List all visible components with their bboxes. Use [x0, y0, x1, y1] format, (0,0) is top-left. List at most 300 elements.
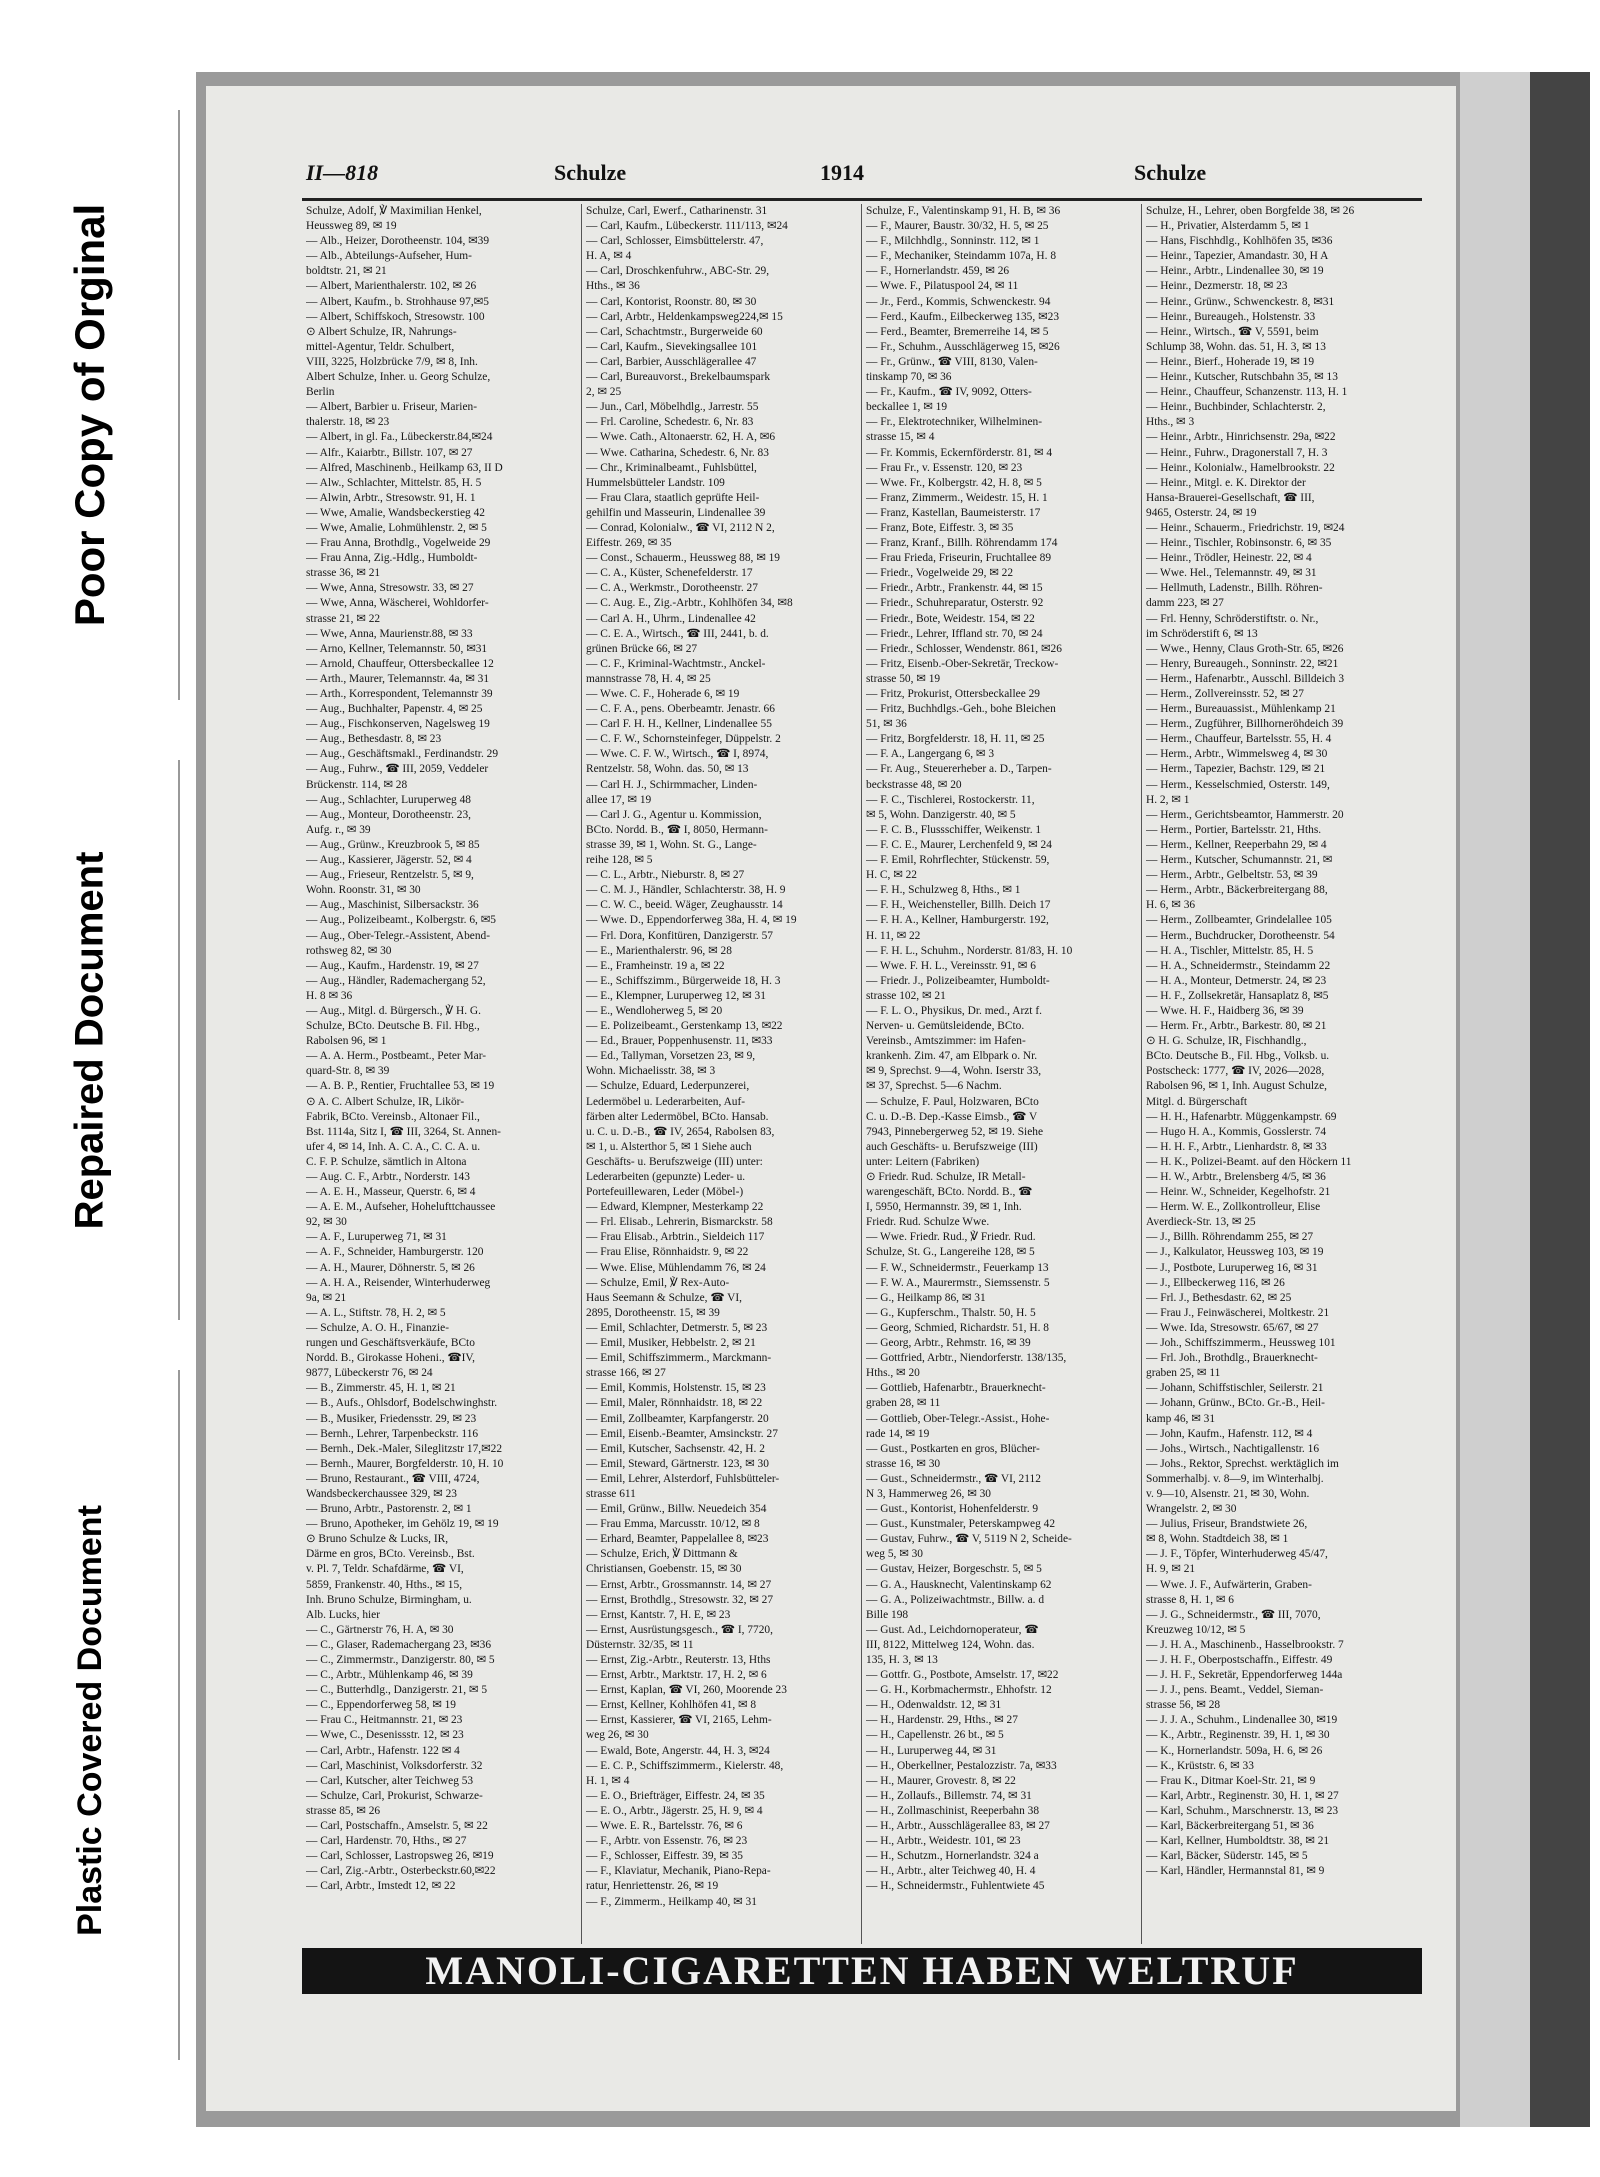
directory-entry: — Heinr., Wirtsch., ☎ V, 5591, beim [1146, 325, 1319, 338]
directory-entry: — Aug., Monteur, Dorotheenstr. 23, [306, 808, 472, 821]
directory-entry: — Carl, Schachtmstr., Burgerweide 60 [586, 325, 763, 338]
directory-entry: — Conrad, Kolonialw., ☎ VI, 2112 N 2, [586, 521, 775, 534]
directory-entry: — Ernst, Arbtr., Grossmannstr. 14, ✉ 27 [586, 1578, 772, 1591]
directory-entry: — Herm., Tapezier, Bachstr. 129, ✉ 21 [1146, 763, 1326, 776]
directory-entry: — Frau K., Ditmar Koel-Str. 21, ✉ 9 [1146, 1774, 1316, 1787]
directory-entry: warengeschäft, BCto. Nordd. B., ☎ [866, 1186, 1033, 1199]
directory-entry: — F., Mechaniker, Steindamm 107a, H. 8 [866, 250, 1057, 263]
directory-entry: — Carl, Arbtr., Heldenkampsweg224,✉ 15 [586, 310, 783, 323]
directory-entry: — Herm., Kutscher, Schumannstr. 21, ✉ [1146, 854, 1333, 867]
directory-entry: — Heinr., Chauffeur, Schanzenstr. 113, H. 1 [1146, 386, 1348, 399]
directory-entry: — H. W., Arbtr., Brelensberg 4/5, ✉ 36 [1146, 1171, 1326, 1183]
directory-entry: — Friedr., Arbtr., Frankenstr. 44, ✉ 15 [866, 582, 1043, 595]
directory-entry: strasse 15, ✉ 4 [866, 431, 935, 444]
directory-entry: — H. A., Schneidermstr., Steindamm 22 [1146, 959, 1331, 972]
directory-entry: ⊙ Albert Schulze, IR, Nahrungs- [306, 325, 457, 338]
directory-entry: — Fr., Elektrotechniker, Wilhelminen- [866, 416, 1043, 429]
directory-entry: H. 11, ✉ 22 [866, 929, 921, 942]
directory-entry: 2, ✉ 25 [586, 386, 622, 399]
directory-entry: — F. L. O., Physikus, Dr. med., Arzt f. [866, 1004, 1042, 1017]
directory-entry: im Schröderstift 6, ✉ 13 [1146, 627, 1258, 640]
directory-entry: — Wwe. Fr., Kolbergstr. 42, H. 8, ✉ 5 [866, 476, 1042, 489]
directory-entry: — Heinr., Bureaugeh., Holstenstr. 33 [1146, 310, 1316, 323]
directory-entry: — Fritz, Eisenb.-Ober-Sekretär, Treckow- [866, 657, 1059, 670]
directory-entry: — Carl, Arbtr., Hafenstr. 122 ✉ 4 [306, 1744, 460, 1757]
directory-entry: — Frau Clara, staatlich geprüfte Heil- [586, 491, 760, 504]
directory-entry: — Heinr. W., Schneider, Kegelhofstr. 21 [1146, 1186, 1331, 1199]
directory-entry: — Karl, Händler, Hermannstal 81, ✉ 9 [1146, 1865, 1325, 1878]
directory-entry: Hths., ✉ 36 [586, 280, 640, 293]
directory-entry: — E., Klempner, Luruperweg 12, ✉ 31 [586, 989, 766, 1002]
directory-entry: färben alter Ledermöbel, BCto. Hansab. [586, 1110, 769, 1123]
directory-entry: — Herm., Zugführer, Billhorneröhdeich 39 [1146, 718, 1344, 731]
directory-entry: C. F. P. Schulze, sämtlich in Altona [306, 1155, 467, 1168]
directory-entry: — Carl, Bureauvorst., Brekelbaumspark [586, 371, 771, 384]
directory-entry: — Herm., Arbtr., Gelbeltstr. 53, ✉ 39 [1146, 869, 1318, 882]
directory-entry: — C., Zimmermstr., Danzigerstr. 80, ✉ 5 [306, 1654, 495, 1666]
directory-entry: strasse 16, ✉ 30 [866, 1457, 941, 1470]
directory-entry: — Alb., Heizer, Dorotheenstr. 104, ✉39 [306, 235, 490, 248]
directory-entry: H. C, ✉ 22 [866, 869, 917, 882]
directory-entry: Albert Schulze, Inher. u. Georg Schulze, [306, 371, 491, 384]
directory-entry: — C. A., Küster, Schenefelderstr. 17 [586, 567, 753, 580]
directory-entry: — Herm., Gerichtsbeamtor, Hammerstr. 20 [1146, 808, 1344, 821]
directory-entry: — Karl, Bäcker, Süderstr. 145, ✉ 5 [1146, 1850, 1308, 1863]
directory-entry: — A. L., Stiftstr. 78, H. 2, ✉ 5 [306, 1306, 446, 1319]
directory-entry: Postscheck: 1777, ☎ IV, 2026—2028, [1146, 1065, 1325, 1078]
directory-entry: Hummelsbütteler Landstr. 109 [586, 476, 725, 489]
directory-entry: Lederarbeiten (gepunzte) Leder- u. [586, 1171, 746, 1183]
directory-entry: strasse 21, ✉ 22 [306, 612, 381, 625]
directory-entry: — Emil, Schiffszimmerm., Marckmann- [586, 1352, 772, 1365]
directory-entry: Friedr. Rud. Schulze Wwe. [866, 1216, 990, 1229]
directory-entry: — A. H., Maurer, Döhnerstr. 5, ✉ 26 [306, 1261, 475, 1274]
directory-entry: — Johs., Rektor, Sprechst. werktäglich im [1146, 1457, 1339, 1470]
directory-entry: — Aug., Buchhalter, Papenstr. 4, ✉ 25 [306, 703, 483, 716]
directory-entry: grünen Brücke 66, ✉ 27 [586, 642, 698, 655]
directory-entry: ✉ 1, u. Alsterthor 5, ✉ 1 Siehe auch [586, 1140, 752, 1153]
directory-entry: — Friedr., Vogelweide 29, ✉ 22 [866, 567, 1014, 580]
directory-entry: — Herm., Arbtr., Bäckerbreitergang 88, [1146, 884, 1328, 897]
directory-entry: Schulze, H., Lehrer, oben Borgfelde 38, ✉ 26 [1146, 205, 1355, 217]
directory-entry: — Aug., Mitgl. d. Bürgersch., ℣ H. G. [306, 1004, 481, 1017]
directory-entry: — Aug., Ober-Telegr.-Assistent, Abend- [306, 929, 491, 942]
directory-entry: — A. B. P., Rentier, Fruchtallee 53, ✉ 19 [306, 1080, 495, 1093]
directory-entry: ufer 4, ✉ 14, Inh. A. C. A., C. C. A. u. [306, 1140, 481, 1153]
header-year: 1914 [820, 160, 864, 185]
directory-entry: strasse 50, ✉ 19 [866, 672, 941, 685]
directory-entry: — F., Hornerlandstr. 459, ✉ 26 [866, 265, 1010, 278]
directory-entry: — Carl H. J., Schirmmacher, Linden- [586, 778, 758, 791]
directory-entry: — A. F., Luruperweg 71, ✉ 31 [306, 1231, 447, 1244]
directory-entry: — G. A., Polizeiwachtmstr., Billw. a. d [866, 1593, 1045, 1606]
bracket-poor-copy [170, 110, 180, 700]
directory-entry: — Aug. C. F., Arbtr., Norderstr. 143 [306, 1171, 470, 1183]
header-rule [302, 198, 1422, 201]
directory-entry: Berlin [306, 386, 335, 399]
directory-entry: boldtstr. 21, ✉ 21 [306, 265, 387, 278]
directory-entry: H. 6, ✉ 36 [1146, 899, 1196, 912]
directory-entry: Inh. Bruno Schulze, Birmingham, u. [306, 1593, 472, 1606]
directory-entry: — Aug., Kaufm., Hardenstr. 19, ✉ 27 [306, 959, 479, 972]
directory-entry: — H. H., Hafenarbtr. Müggenkampstr. 69 [1146, 1110, 1337, 1123]
directory-entry: 9a, ✉ 21 [306, 1291, 347, 1304]
directory-entry: — Wwe. F. H. L., Vereinsstr. 91, ✉ 6 [866, 959, 1036, 972]
directory-entry: — F. H. L., Schuhm., Norderstr. 81/83, H. 10 [866, 944, 1073, 957]
directory-entry: III, 8122, Mittelweg 124, Wohn. das. [866, 1638, 1035, 1651]
directory-entry: Geschäfts- u. Berufszweige (III) unter: [586, 1155, 763, 1168]
directory-entry: — E., Wendloherweg 5, ✉ 20 [586, 1004, 723, 1017]
directory-entry: — C. F. A., pens. Oberbeamtr. Jenastr. 66 [586, 703, 775, 716]
directory-entry: strasse 36, ✉ 21 [306, 567, 381, 580]
directory-entry: — E. C. P., Schiffszimmerm., Kielerstr. 48, [586, 1759, 784, 1772]
directory-entry: graben 25, ✉ 11 [1146, 1367, 1221, 1380]
directory-entry: kamp 46, ✉ 31 [1146, 1412, 1216, 1425]
directory-entry: ⊙ H. G. Schulze, IR, Fischhandlg., [1146, 1035, 1307, 1048]
directory-entry: — C. A., Werkmstr., Dorotheenstr. 27 [586, 582, 758, 595]
directory-entry: — Arnold, Chauffeur, Ottersbeckallee 12 [306, 657, 494, 670]
directory-entry: — C. M. J., Händler, Schlachterstr. 38, H. 9 [586, 884, 786, 897]
directory-entry: — Frau Frieda, Friseurin, Fruchtallee 89 [866, 552, 1052, 565]
directory-entry: — J., Kalkulator, Heussweg 103, ✉ 19 [1146, 1246, 1324, 1259]
directory-entry: — Bernh., Maurer, Borgfelderstr. 10, H. 10 [306, 1457, 504, 1470]
directory-entry: — F. H. A., Kellner, Hamburgerstr. 192, [866, 914, 1049, 927]
directory-entry: — Johann, Schiffstischler, Seilerstr. 21 [1146, 1382, 1324, 1395]
directory-entry: — Aug., Schlachter, Luruperweg 48 [306, 793, 471, 806]
header-name-left: Schulze [554, 160, 627, 185]
directory-entry: Ledermöbel u. Lederarbeiten, Auf- [586, 1095, 746, 1108]
directory-entry: gehilfin und Masseurin, Lindenallee 39 [586, 506, 766, 519]
directory-entry: — Frau Elise, Rönnhaidstr. 9, ✉ 22 [586, 1246, 749, 1259]
directory-entry: — Const., Schauerm., Heussweg 88, ✉ 19 [586, 552, 780, 565]
directory-entry: v. Pl. 7, Teldr. Schafdärme, ☎ VI, [306, 1563, 464, 1576]
directory-entry: C. u. D.-B. Dep.-Kasse Eimsb., ☎ V [866, 1110, 1038, 1123]
directory-entry: — Wwe. J. F., Aufwärterin, Graben- [1146, 1578, 1312, 1591]
label-repaired-document [0, 760, 180, 1320]
directory-entry: — Gottfried, Arbtr., Niendorferstr. 138/135, [866, 1352, 1067, 1365]
directory-entry: — Wwe. Friedr. Rud., ℣ Friedr. Rud. [866, 1231, 1036, 1244]
directory-entry: — F. A., Langergang 6, ✉ 3 [866, 748, 995, 761]
directory-entry: — H., Hardenstr. 29, Hths., ✉ 27 [866, 1714, 1018, 1727]
directory-entry: — Wwe, Anna, Wäscherei, Wohldorfer- [306, 597, 489, 610]
directory-entry: — G. A., Hausknecht, Valentinskamp 62 [866, 1578, 1052, 1591]
directory-entry: — Frau J., Feinwäscherei, Moltkestr. 21 [1146, 1306, 1330, 1319]
directory-entry: — H., Zollaufs., Billemstr. 74, ✉ 31 [866, 1789, 1032, 1802]
directory-entry: — Gottlieb, Hafenarbtr., Brauerknecht- [866, 1382, 1046, 1395]
directory-entry: — Henry, Bureaugeh., Sonninstr. 22, ✉21 [1146, 657, 1339, 670]
directory-entry: — C. Aug. E., Zig.-Arbtr., Kohlhöfen 34, ✉8 [586, 597, 793, 610]
directory-entry: — Frau Emma, Marcusstr. 10/12, ✉ 8 [586, 1518, 760, 1531]
directory-entry: Rabolsen 96, ✉ 1, Inh. August Schulze, [1146, 1080, 1328, 1093]
directory-entry: graben 28, ✉ 11 [866, 1397, 941, 1410]
directory-entry: — Schulze, Emil, ℣ Rex-Auto- [586, 1276, 730, 1289]
directory-entry: — A. F., Schneider, Hamburgerstr. 120 [306, 1246, 484, 1259]
directory-entry: — Joh., Schiffszimmerm., Heussweg 101 [1146, 1337, 1336, 1350]
directory-entry: — Friedr., Bote, Weidestr. 154, ✉ 22 [866, 612, 1035, 625]
directory-entry: beckallee 1, ✉ 19 [866, 401, 948, 414]
directory-entry: — Emil, Eisenb.-Beamter, Amsinckstr. 27 [586, 1427, 778, 1440]
directory-entry: — Wwe. Cath., Altonaerstr. 62, H. A, ✉6 [586, 431, 776, 444]
directory-entry: — E. O., Briefträger, Eiffestr. 24, ✉ 35 [586, 1789, 765, 1802]
directory-entry: — Wwe. Catharina, Schedestr. 6, Nr. 83 [586, 446, 769, 459]
directory-entry: rungen und Geschäftsverkäufe, BCto [306, 1337, 475, 1350]
directory-entry: — H., Oberkellner, Pestalozzistr. 7a, ✉33 [866, 1759, 1057, 1772]
directory-entry: — H., Luruperweg 44, ✉ 31 [866, 1744, 997, 1757]
directory-entry: — Alw., Schlachter, Mittelstr. 85, H. 5 [306, 476, 482, 489]
directory-entry: — Frl. Henny, Schröderstiftstr. o. Nr., [1146, 612, 1319, 625]
directory-entry: — Heinr., Schauerm., Friedrichstr. 19, ✉24 [1146, 521, 1345, 534]
directory-entry: v. 9—10, Alsenstr. 21, ✉ 30, Wohn. [1146, 1487, 1310, 1500]
column-4 [1142, 204, 1422, 1944]
directory-entry: — B., Zimmerstr. 45, H. 1, ✉ 21 [306, 1382, 456, 1395]
directory-entry: strasse 85, ✉ 26 [306, 1804, 381, 1817]
directory-entry: — Wwe, Anna, Maurienstr.88, ✉ 33 [306, 627, 473, 640]
directory-entry: strasse 166, ✉ 27 [586, 1367, 666, 1380]
directory-entry: — F., Milchhdlg., Sonninstr. 112, ✉ 1 [866, 235, 1040, 248]
label-plastic-covered-text: Plastic Covered Document [70, 1504, 109, 1936]
directory-entry: — Fr., Schuhm., Ausschlägerweg 15, ✉26 [866, 340, 1060, 353]
directory-entry: — G., Heilkamp 86, ✉ 31 [866, 1291, 986, 1304]
directory-entry: — Ed., Brauer, Poppenhusenstr. 11, ✉33 [586, 1035, 773, 1048]
directory-entry: — Herm., Hafenarbtr., Ausschl. Billdeich 3 [1146, 672, 1345, 685]
directory-entry: — Aug., Maschinist, Silbersackstr. 36 [306, 899, 479, 912]
directory-entry: — J. F., Töpfer, Winterhuderweg 45/47, [1146, 1548, 1328, 1561]
directory-entry: — Georg, Arbtr., Rehmstr. 16, ✉ 39 [866, 1337, 1031, 1350]
directory-entry: — Aug., Grünw., Kreuzbrook 5, ✉ 85 [306, 838, 480, 851]
directory-entry: — Georg, Schmied, Richardstr. 51, H. 8 [866, 1321, 1049, 1334]
directory-entry: — Carl F. H. H., Kellner, Lindenallee 55 [586, 718, 772, 731]
directory-entry: — F. C. E., Maurer, Lerchenfeld 9, ✉ 24 [866, 838, 1052, 851]
directory-entry: — Gustav, Heizer, Borgeschstr. 5, ✉ 5 [866, 1563, 1042, 1576]
directory-entry: I, 5950, Hermannstr. 39, ✉ 1, Inh. [866, 1201, 1022, 1214]
directory-entry: — Frau Anna, Brothdlg., Vogelweide 29 [306, 537, 491, 550]
directory-entry: mittel-Agentur, Teldr. Schulbert, [306, 340, 455, 353]
directory-entry: — Herm., Buchdrucker, Dorotheenstr. 54 [1146, 929, 1335, 942]
directory-entry: — A. H. A., Reisender, Winterhuderweg [306, 1276, 491, 1289]
directory-entry: Christiansen, Goebenstr. 15, ✉ 30 [586, 1563, 742, 1576]
directory-entry: Vereinsb., Amtszimmer: im Hafen- [866, 1035, 1026, 1048]
page-number: II—818 [306, 160, 379, 185]
directory-entry: — F. H., Weichensteller, Billh. Deich 17 [866, 899, 1051, 912]
directory-entry: Portefeuillewaren, Leder (Möbel-) [586, 1186, 744, 1199]
directory-entry: — F. C. B., Flussschiffer, Weikenstr. 1 [866, 823, 1042, 836]
directory-entry: — Aug., Bethesdastr. 8, ✉ 23 [306, 733, 442, 746]
directory-entry: — H., Arbtr., alter Teichweg 40, H. 4 [866, 1865, 1036, 1878]
directory-entry: ⊙ Friedr. Rud. Schulze, IR Metall- [866, 1171, 1026, 1183]
directory-entry: — F., Arbtr. von Essenstr. 76, ✉ 23 [586, 1835, 748, 1848]
directory-entry: 51, ✉ 36 [866, 718, 907, 731]
directory-entry: — Alb., Abteilungs-Aufseher, Hum- [306, 250, 472, 263]
directory-entry: ✉ 5, Wohn. Danzigerstr. 40, ✉ 5 [866, 808, 1016, 821]
directory-entry: Aufg. r., ✉ 39 [306, 823, 371, 836]
directory-entry: — Heinr., Bierf., Hoherade 19, ✉ 19 [1146, 355, 1315, 368]
directory-entry: 5859, Frankenstr. 40, Hths., ✉ 15, [306, 1578, 463, 1591]
directory-entry: Eiffestr. 269, ✉ 35 [586, 537, 672, 550]
directory-entry: auch Geschäfts- u. Berufszweige (III) [866, 1140, 1038, 1153]
directory-entry: strasse 56, ✉ 28 [1146, 1699, 1221, 1712]
directory-entry: — J., Ellbeckerweg 116, ✉ 26 [1146, 1276, 1285, 1289]
directory-entry: — Carl, Droschkenfuhrw., ABC-Str. 29, [586, 265, 770, 278]
directory-entry: — Herm., Bureauassist., Mühlenkamp 21 [1146, 703, 1336, 716]
directory-entry: — C. W. C., beeid. Wäger, Zeughausstr. 14 [586, 899, 783, 912]
directory-entry: — Carl, Kontorist, Roonstr. 80, ✉ 30 [586, 295, 757, 308]
directory-entry: — E. Polizeibeamt., Gerstenkamp 13, ✉22 [586, 1020, 783, 1033]
directory-entry: — C. E. A., Wirtsch., ☎ III, 2441, b. d. [586, 627, 769, 640]
directory-entry: BCto. Nordd. B., ☎ I, 8050, Hermann- [586, 823, 768, 836]
directory-entry: Schulze, F., Valentinskamp 91, H. B, ✉ 36 [866, 205, 1061, 217]
header-name-right: Schulze [1134, 160, 1207, 185]
directory-entry: — G. H., Korbmachermstr., Ehhofstr. 12 [866, 1684, 1052, 1697]
directory-entry: — Aug., Kassierer, Jägerstr. 52, ✉ 4 [306, 854, 472, 867]
directory-entry: — Wwe, Amalie, Wandsbeckerstieg 42 [306, 506, 485, 519]
scan-edge-dark [1530, 72, 1590, 2127]
directory-entry: — Herm. Fr., Arbtr., Barkestr. 80, ✉ 21 [1146, 1020, 1327, 1033]
directory-entry: N 3, Hammerweg 26, ✉ 30 [866, 1487, 992, 1500]
directory-entry: Sommerhalbj. v. 8—9, im Winterhalbj. [1146, 1472, 1324, 1485]
directory-entry: — Wwe. E. R., Bartelsstr. 76, ✉ 6 [586, 1820, 743, 1833]
directory-entry: — Franz, Zimmerm., Weidestr. 15, H. 1 [866, 491, 1048, 504]
directory-entry: — Heinr., Fuhrw., Dragonerstall 7, H. 3 [1146, 446, 1328, 459]
directory-entry: — Herm., Arbtr., Wimmelsweg 4, ✉ 30 [1146, 748, 1328, 761]
directory-entry: — Wwe. F., Pilatuspool 24, ✉ 11 [866, 280, 1019, 293]
directory-page [206, 86, 1456, 2111]
directory-entry: — Schulze, Eduard, Lederpunzerei, [586, 1080, 750, 1093]
directory-entry: tinskamp 70, ✉ 36 [866, 371, 952, 384]
directory-entry: Averdieck-Str. 13, ✉ 25 [1146, 1216, 1256, 1229]
directory-entry: H. 1, ✉ 4 [586, 1774, 630, 1787]
column-2 [582, 204, 862, 1944]
directory-entry: — Schulze, Carl, Prokurist, Schwarze- [306, 1789, 483, 1802]
directory-entry: — Frl. Elisab., Lehrerin, Bismarckstr. 58 [586, 1216, 773, 1229]
label-plastic-covered [0, 1390, 180, 2050]
directory-entry: — Gottlieb, Ober-Telegr.-Assist., Hohe- [866, 1412, 1050, 1425]
directory-entry: ✉ 8, Wohn. Stadtdeich 38, ✉ 1 [1146, 1533, 1289, 1546]
directory-entry: — Gust., Kontorist, Hohenfelderstr. 9 [866, 1503, 1039, 1516]
directory-entry: — Wwe. D., Eppendorferweg 38a, H. 4, ✉ 19 [586, 914, 797, 927]
directory-entry: Schulze, BCto. Deutsche B. Fil. Hbg., [306, 1020, 480, 1033]
directory-entry: — Herm., Kellner, Reeperbahn 29, ✉ 4 [1146, 838, 1327, 851]
directory-entry: — B., Aufs., Ohlsdorf, Bodelschwinghstr. [306, 1397, 498, 1410]
directory-entry: — H. A., Tischler, Mittelstr. 85, H. 5 [1146, 944, 1314, 957]
directory-entry: — G., Kupferschm., Thalstr. 50, H. 5 [866, 1306, 1036, 1319]
directory-entry: — F. C., Tischlerei, Rostockerstr. 11, [866, 793, 1035, 806]
directory-entry: 9465, Osterstr. 24, ✉ 19 [1146, 506, 1257, 519]
directory-entry: — Ernst, Kantstr. 7, H. E, ✉ 23 [586, 1608, 731, 1621]
directory-entry: — Gust., Schneidermstr., ☎ VI, 2112 [866, 1472, 1041, 1485]
directory-entry: — Frau Elisab., Arbtrin., Sieldeich 117 [586, 1231, 765, 1244]
column-3 [862, 204, 1142, 1944]
directory-entry: — Wwe. Elise, Mühlendamm 76, ✉ 24 [586, 1261, 766, 1274]
directory-entry: — H. K., Polizei-Beamt. auf den Höckern 11 [1146, 1155, 1352, 1168]
directory-entry: weg 5, ✉ 30 [866, 1548, 923, 1561]
directory-entry: — Aug., Frieseur, Rentzelstr. 5, ✉ 9, [306, 869, 474, 882]
directory-entry: Heussweg 89, ✉ 19 [306, 220, 397, 233]
directory-entry: — Schulze, F. Paul, Holzwaren, BCto [866, 1095, 1039, 1108]
directory-entry: — J. G., Schneidermstr., ☎ III, 7070, [1146, 1608, 1321, 1621]
directory-entry: 135, H. 3, ✉ 13 [866, 1654, 938, 1666]
directory-entry: — C., Eppendorferweg 58, ✉ 19 [306, 1699, 456, 1712]
directory-entry: — Heinr., Dezmerstr. 18, ✉ 23 [1146, 280, 1288, 293]
directory-entry: — Emil, Steward, Gärtnerstr. 123, ✉ 30 [586, 1457, 769, 1470]
directory-entry: — Carl, Hardenstr. 70, Hths., ✉ 27 [306, 1835, 467, 1848]
directory-entry: — Carl A. H., Uhrm., Lindenallee 42 [586, 612, 756, 625]
directory-entry: — E., Schiffszimm., Bürgerweide 18, H. 3 [586, 974, 781, 987]
bracket-repaired-document [170, 760, 180, 1320]
directory-entry: Nordd. B., Girokasse Hoheni., ☎IV, [306, 1352, 476, 1365]
directory-entry: Wandsbeckerchaussee 329, ✉ 23 [306, 1487, 457, 1500]
directory-entry: — Julius, Friseur, Brandstwiete 26, [1146, 1518, 1308, 1531]
directory-entry: — F. H., Schulzweg 8, Hths., ✉ 1 [866, 884, 1021, 897]
directory-entry: — Johs., Wirtsch., Nachtigallenstr. 16 [1146, 1442, 1320, 1455]
directory-entry: — C., Gärtnerstr 76, H. A, ✉ 30 [306, 1623, 454, 1636]
directory-entry: — Albert, Marienthalerstr. 102, ✉ 26 [306, 280, 477, 293]
scan-edge-light [1460, 72, 1530, 2127]
directory-entry: — Carl, Maschinist, Volksdorferstr. 32 [306, 1759, 483, 1772]
directory-entry: — B., Musiker, Friedensstr. 29, ✉ 23 [306, 1412, 477, 1425]
label-poor-copy [0, 130, 180, 700]
directory-entry: — C., Butterhdlg., Danzigerstr. 21, ✉ 5 [306, 1684, 488, 1697]
directory-entry: — F. W. A., Maurermstr., Siemssenstr. 5 [866, 1276, 1050, 1289]
directory-entry: — E. O., Arbtr., Jägerstr. 25, H. 9, ✉ 4 [586, 1804, 763, 1817]
directory-entry: — H., Maurer, Grovestr. 8, ✉ 22 [866, 1774, 1016, 1787]
directory-entry: ⊙ Bruno Schulze & Lucks, IR, [306, 1533, 449, 1546]
directory-entry: Hths., ✉ 3 [1146, 416, 1195, 429]
directory-entry: quard-Str. 8, ✉ 39 [306, 1065, 390, 1078]
directory-entry: u. C. u. D.-B., ☎ IV, 2654, Rabolsen 83, [586, 1125, 775, 1138]
directory-entry: — Emil, Maler, Rönnhaidstr. 18, ✉ 22 [586, 1397, 763, 1410]
directory-entry: — Johann, Grünw., BCto. Gr.-B., Heil- [1146, 1397, 1325, 1410]
directory-entry: Düsternstr. 32/35, ✉ 11 [586, 1638, 694, 1651]
directory-entry: — Fritz, Prokurist, Ottersbeckallee 29 [866, 688, 1040, 700]
directory-entry: — Emil, Lehrer, Alsterdorf, Fuhlsbütteler- [586, 1472, 780, 1485]
directory-entry: Bst. 1114a, Sitz I, ☎ III, 3264, St. Annen- [306, 1125, 501, 1138]
directory-entry: — Emil, Zollbeamter, Karpfangerstr. 20 [586, 1412, 769, 1425]
directory-entry: — H., Arbtr., Ausschlägerallee 83, ✉ 27 [866, 1820, 1050, 1833]
directory-entry: Wohn. Michaelisstr. 38, ✉ 3 [586, 1065, 716, 1078]
directory-entry: — Heinr., Arbtr., Lindenallee 30, ✉ 19 [1146, 265, 1324, 278]
directory-entry: allee 17, ✉ 19 [586, 793, 652, 806]
directory-entry: — Emil, Kommis, Holstenstr. 15, ✉ 23 [586, 1382, 766, 1395]
directory-entry: Schlump 38, Wohn. das. 51, H. 3, ✉ 13 [1146, 340, 1326, 353]
directory-entry: Alb. Lucks, hier [306, 1608, 381, 1621]
directory-entry: — H., Arbtr., Weidestr. 101, ✉ 23 [866, 1835, 1021, 1848]
directory-entry: — Heinr., Buchbinder, Schlachterstr. 2, [1146, 401, 1326, 414]
directory-columns [302, 204, 1422, 1944]
directory-entry: ✉ 9, Sprechst. 9—4, Wohn. Iserstr 33, [866, 1065, 1042, 1078]
directory-entry: — F., Zimmerm., Heilkamp 40, ✉ 31 [586, 1895, 757, 1908]
directory-entry: — Hugo H. A., Kommis, Gosslerstr. 74 [1146, 1125, 1327, 1138]
bracket-plastic-covered [170, 1370, 180, 2060]
directory-entry: — Carl, Kaufm., Lübeckerstr. 111/113, ✉24 [586, 220, 788, 233]
directory-entry: Hansa-Brauerei-Gesellschaft, ☎ III, [1146, 491, 1315, 504]
directory-entry: — K., Krüststr. 6, ✉ 33 [1146, 1759, 1254, 1772]
directory-entry: — Wwe, C., Desenissstr. 12, ✉ 23 [306, 1729, 464, 1742]
directory-entry: — Emil, Musiker, Hebbelstr. 2, ✉ 21 [586, 1337, 756, 1350]
directory-entry: — A. E. H., Masseur, Querstr. 6, ✉ 4 [306, 1186, 476, 1199]
directory-entry: rade 14, ✉ 19 [866, 1427, 930, 1440]
directory-entry: — Wwe. Hel., Telemannstr. 49, ✉ 31 [1146, 567, 1317, 580]
directory-entry: — Frau Anna, Zig.-Hdlg., Humboldt- [306, 552, 478, 565]
label-poor-copy-text: Poor Copy of Orginal [66, 203, 113, 627]
directory-entry: — Aug., Geschäftsmakl., Ferdinandstr. 29 [306, 748, 499, 761]
directory-entry: — Gustav, Fuhrw., ☎ V, 5119 N 2, Scheide- [866, 1533, 1072, 1546]
directory-entry: — Jun., Carl, Möbelhdlg., Jarrestr. 55 [586, 401, 759, 414]
directory-entry: — Heinr., Tischler, Robinsonstr. 6, ✉ 35 [1146, 537, 1332, 550]
directory-entry: H. 2, ✉ 1 [1146, 793, 1190, 806]
directory-entry: Hths., ✉ 20 [866, 1367, 920, 1380]
directory-entry: Kreuzweg 10/12, ✉ 5 [1146, 1623, 1246, 1636]
directory-entry: — Aug., Polizeibeamt., Kolbergstr. 6, ✉5 [306, 914, 496, 927]
